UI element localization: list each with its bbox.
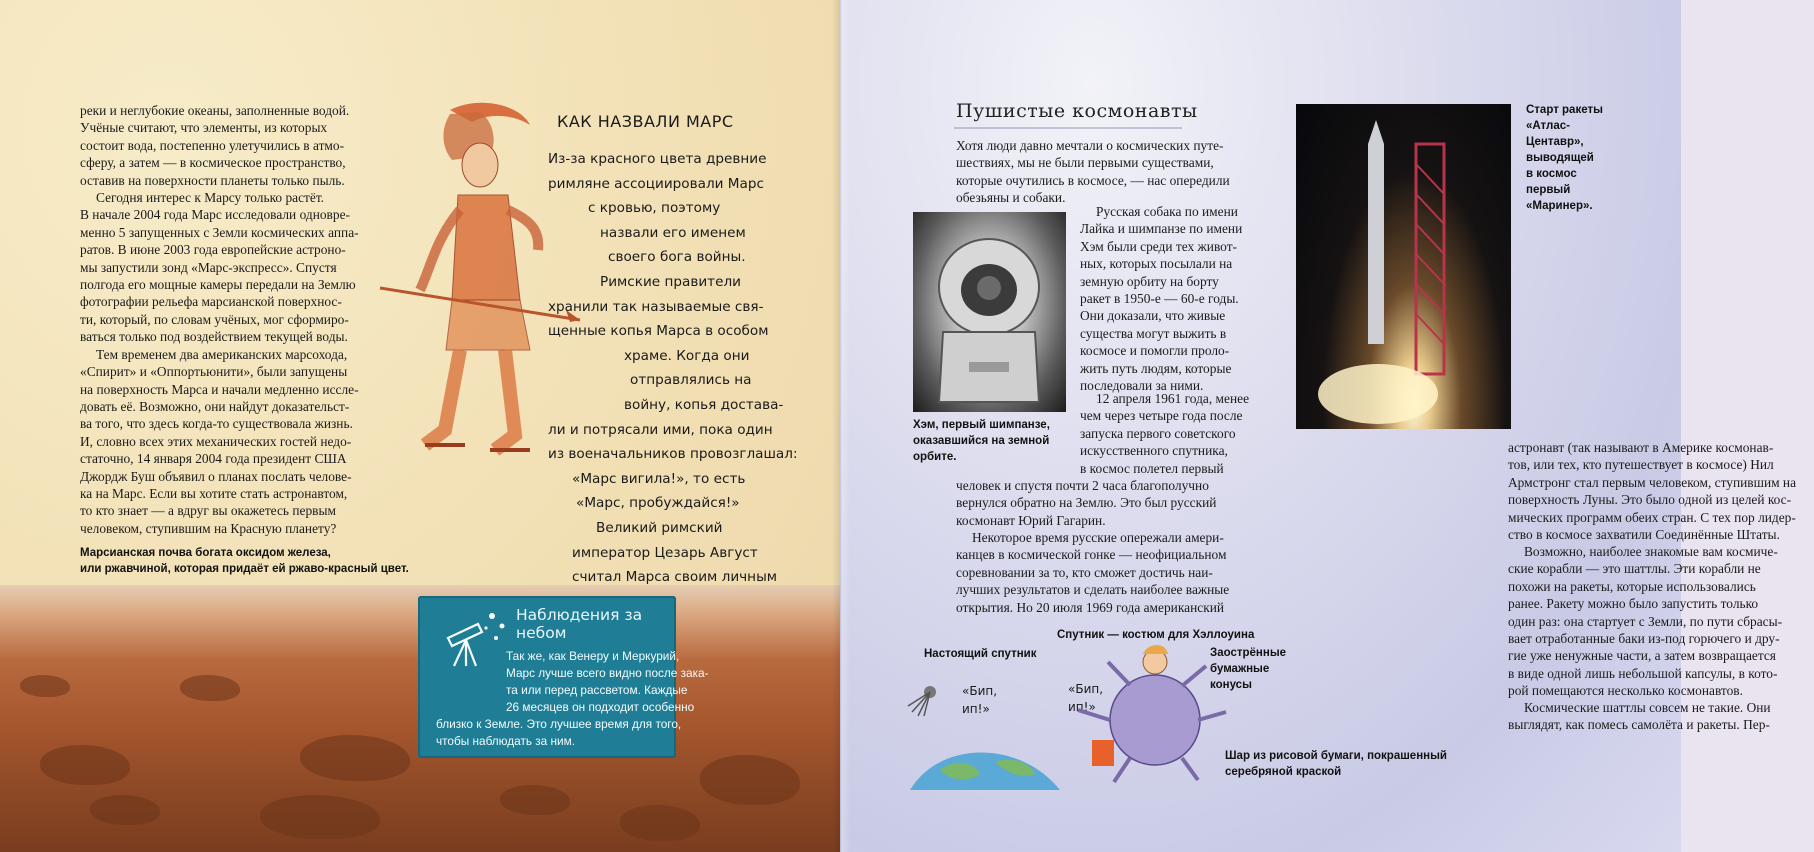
text-line: менно 5 запущенных с Земли космических аппа- bbox=[80, 224, 359, 240]
paragraph bbox=[80, 346, 386, 537]
mars-story-line: считал Марса своим личным bbox=[572, 569, 778, 586]
shuttle-text-end bbox=[1508, 699, 1814, 734]
right-page bbox=[840, 0, 1797, 852]
text-line: сферу, а затем — в космическое пространство, bbox=[80, 155, 346, 171]
text-line: существа могут выжить в bbox=[1080, 325, 1227, 341]
book-gutter bbox=[832, 0, 850, 852]
paragraph bbox=[80, 189, 386, 346]
text-line: первый bbox=[1526, 184, 1571, 196]
text-line: обезьяны и собаки. bbox=[956, 190, 1066, 206]
text-line: последовали за ними. bbox=[1080, 378, 1204, 394]
costume-satellite-label: Спутник — костюм для Хэллоуина bbox=[1057, 629, 1255, 641]
left-page bbox=[0, 0, 840, 852]
gagarin-text-narrow bbox=[1080, 390, 1262, 477]
text-line: конусы bbox=[1210, 679, 1252, 691]
text-line: человеком, ступившим на Красную планету? bbox=[80, 520, 337, 536]
mars-story-line: щенные копья Марса в особом bbox=[548, 323, 769, 340]
text-line: один раз: она стартует с Земли, по пути сбрасы- bbox=[1508, 613, 1783, 629]
space-race-text bbox=[956, 529, 1262, 616]
text-line: Центавр», bbox=[1526, 136, 1584, 148]
text-line: земную орбиту на борту bbox=[1080, 273, 1219, 289]
text-line: поверхность Луны. Это было одной из целей кос- bbox=[1508, 492, 1792, 508]
rocket-caption bbox=[1526, 102, 1603, 214]
text-line: ские корабли — это шаттлы. Эти корабли не bbox=[1508, 561, 1761, 577]
text-line: мы запустили зонд «Марс-экспресс». Спустя bbox=[80, 259, 337, 275]
text-line: астронавт (так называют в Америке космонав- bbox=[1508, 440, 1774, 455]
text-line: Хотя люди давно мечтали о космических путе- bbox=[956, 138, 1224, 153]
text-line: космосе и помогли проло- bbox=[1080, 343, 1230, 359]
text-line: «Бип, bbox=[1068, 682, 1104, 696]
text-line: 12 апреля 1961 года, менее bbox=[1096, 391, 1250, 406]
text-line: рой помещаются несколько космонавтов. bbox=[1508, 683, 1743, 699]
text-line: Заострённые bbox=[1210, 647, 1287, 659]
text-line: И, словно всех этих механических гостей недо- bbox=[80, 433, 352, 449]
text-line: оказавшийся на земной bbox=[913, 435, 1050, 447]
heading-underline bbox=[954, 126, 1184, 130]
ham-capsule-photo bbox=[913, 212, 1066, 412]
text-line: «Маринер». bbox=[1526, 200, 1593, 212]
text-line: бумажные bbox=[1210, 663, 1270, 675]
text-line: Джордж Буш объявил о планах послать челове- bbox=[80, 468, 352, 484]
text-line: выводящей bbox=[1526, 152, 1594, 164]
mars-story-line: римляне ассоциировали Марс bbox=[548, 175, 764, 192]
text-line: космонавт Юрий Гагарин. bbox=[956, 512, 1106, 528]
text-line: жить путь людям, которые bbox=[1080, 360, 1232, 376]
text-line: Армстронг стал первым человеком, ступившим на bbox=[1508, 474, 1797, 490]
text-line: ваться только под воздействием текущей воды. bbox=[80, 329, 348, 345]
text-line: соревновании за то, кто сможет достичь наи- bbox=[956, 564, 1213, 580]
text-line: ных, которых посылали на bbox=[1080, 256, 1233, 272]
text-line: в виде одной лишь небольшой капсулы, в кото- bbox=[1508, 665, 1778, 681]
satellite-and-earth-illustration bbox=[900, 670, 1070, 800]
rocket-launch-photo bbox=[1296, 104, 1511, 429]
mars-story-line: Из-за красного цвета древние bbox=[548, 151, 767, 167]
text-line: ип!» bbox=[962, 702, 990, 716]
sky-text-line: чтобы наблюдать за ним. bbox=[436, 734, 576, 748]
text-line: на поверхность Марса и начали медленно иссле- bbox=[80, 381, 359, 397]
mars-name-title: КАК НАЗВАЛИ МАРС bbox=[557, 112, 734, 131]
mars-story-line: император Цезарь Август bbox=[572, 544, 758, 561]
text-line: вает отработанные баки из-под горючего и дру- bbox=[1508, 631, 1780, 647]
text-line: В начале 2004 года Марс исследовали одновре- bbox=[80, 207, 350, 223]
text-line: или ржавчиной, которая придаёт ей ржаво-красный цвет. bbox=[80, 563, 409, 575]
text-line: ство в космосе захватили Соединённые Штаты. bbox=[1508, 527, 1780, 543]
mars-story-line: «Марс, пробуждайся!» bbox=[576, 495, 740, 512]
text-line: шествиях, мы не были первыми существами, bbox=[956, 155, 1214, 171]
text-line: Лайка и шимпанзе по имени bbox=[1080, 221, 1243, 237]
text-line: искусственного спутника, bbox=[1080, 443, 1228, 459]
mars-story-line: из военачальников провозглашал: bbox=[548, 446, 798, 463]
page-heading: Пушистые космонавты bbox=[956, 100, 1198, 122]
mars-name-story bbox=[548, 147, 798, 614]
text-line: Старт ракеты bbox=[1526, 104, 1603, 116]
mars-story-line: своего бога войны. bbox=[608, 249, 746, 266]
sky-text-line: та или перед рассветом. Каждые bbox=[506, 683, 688, 697]
text-line: Хэм, первый шимпанзе, bbox=[913, 419, 1050, 431]
text-line: которые очутились в космосе, — нас опередили bbox=[956, 172, 1230, 188]
text-line: то кто знает — а вдруг вы окажетесь первым bbox=[80, 503, 336, 519]
text-line: «Спирит» и «Оппортьюнити», были запущены bbox=[80, 364, 348, 380]
mars-story-line: «Марс вигила!», то есть bbox=[572, 470, 746, 487]
text-line: мических программ обеих стран. С тех пор лидер- bbox=[1508, 509, 1796, 525]
shuttle-text bbox=[1508, 543, 1814, 700]
text-line: «Атлас- bbox=[1526, 120, 1570, 132]
text-line: человек и спустя почти 2 часа благополучно bbox=[956, 478, 1209, 493]
mars-story-line: отправлялись на bbox=[630, 372, 752, 389]
text-line: оставив на поверхности планеты только пыль. bbox=[80, 172, 345, 188]
capsule-drawing bbox=[913, 212, 1066, 412]
ham-caption bbox=[913, 417, 1050, 465]
mars-story-line: назвали его именем bbox=[600, 224, 746, 241]
text-line: ти, который, по словам учёных, мог сформиро- bbox=[80, 311, 349, 327]
text-line: вернулся обратно на Землю. Это был русский bbox=[956, 495, 1217, 511]
text-line: запуска первого советского bbox=[1080, 425, 1236, 441]
gagarin-text-wide bbox=[956, 477, 1262, 529]
mars-story-line: с кровью, поэтому bbox=[588, 200, 721, 217]
text-line: ратов. В июне 2003 года европейские астроно- bbox=[80, 242, 346, 258]
mars-story-line: ли и потрясали ими, пока один bbox=[548, 421, 773, 438]
sky-text-line: близко к Земле. Это лучшее время для того, bbox=[436, 717, 682, 731]
text-line: Тем временем два американских марсохода, bbox=[96, 346, 348, 362]
sky-box-text bbox=[436, 648, 709, 750]
text-line: ранее. Ракету можно было запустить только bbox=[1508, 596, 1759, 612]
rice-paper-ball-caption bbox=[1225, 748, 1447, 780]
text-line: похожи на ракеты, которые использовались bbox=[1508, 578, 1756, 594]
text-line: Учёные считают, что элементы, из которых bbox=[80, 120, 328, 136]
text-line: выглядят, как помесь самолёта и ракеты. Пер- bbox=[1508, 717, 1770, 733]
text-line: Русская собака по имени bbox=[1096, 204, 1238, 219]
text-line: ракет в 1950-е — 60-е годы. bbox=[1080, 291, 1239, 307]
left-main-text bbox=[80, 102, 386, 537]
text-line: полгода его мощные камеры передали на Землю bbox=[80, 277, 356, 293]
text-line: состоит вода, постепенно улетучились в атмо- bbox=[80, 137, 345, 153]
mars-story-line: хранили так называемые свя- bbox=[548, 298, 764, 315]
halloween-costume-illustration bbox=[1070, 640, 1230, 790]
text-line: статочно, 14 января 2004 года президент США bbox=[80, 451, 347, 467]
text-line: довать её. Возможно, они найдут доказательст- bbox=[80, 398, 350, 414]
text-line: канцев в космической гонке — неофициальном bbox=[956, 547, 1227, 563]
soil-caption bbox=[80, 545, 409, 577]
sky-text-line: 26 месяцев он подходит особенно bbox=[506, 700, 695, 714]
text-line: гие уже ненужные части, а затем возвращается bbox=[1508, 648, 1776, 664]
text-line: Шар из рисовой бумаги, покрашенный bbox=[1225, 750, 1447, 762]
armstrong-text bbox=[1508, 439, 1814, 543]
text-line: Некоторое время русские опережали амери- bbox=[972, 530, 1224, 545]
sky-box-title: Наблюдения за небом bbox=[516, 606, 643, 642]
real-satellite-label: Настоящий спутник bbox=[924, 648, 1037, 660]
intro-text bbox=[956, 137, 1262, 207]
rocket-drawing bbox=[1296, 104, 1511, 429]
text-line: «Бип, bbox=[962, 684, 998, 698]
text-line: тов, или тех, кто путешествует в космосе) Нил bbox=[1508, 457, 1774, 473]
text-line: открытия. Но 20 июля 1969 года американский bbox=[956, 599, 1225, 615]
text-line: в космос полетел первый bbox=[1080, 460, 1224, 476]
text-line: ва того, что здесь когда-то существовала жизнь. bbox=[80, 416, 353, 432]
text-line: серебряной краской bbox=[1225, 766, 1342, 778]
text-line: фотографии рельефа марсианской поверхнос- bbox=[80, 294, 342, 310]
text-line: Они доказали, что живые bbox=[1080, 308, 1226, 324]
text-line: реки и неглубокие океаны, заполненные водой. bbox=[80, 103, 350, 118]
sky-observation-box bbox=[418, 596, 709, 758]
text-line: Марсианская почва богата оксидом железа, bbox=[80, 547, 331, 559]
mars-story-line: Римские правители bbox=[600, 273, 741, 290]
text-line: Сегодня интерес к Марсу только растёт. bbox=[96, 190, 325, 206]
sky-text-line: Так же, как Венеру и Меркурий, bbox=[506, 649, 680, 663]
mars-story-line: Великий римский bbox=[596, 519, 723, 536]
text-line: Хэм были среди тех живот- bbox=[1080, 238, 1237, 254]
text-line: Космические шаттлы совсем не такие. Они bbox=[1524, 700, 1771, 715]
text-line: ип!» bbox=[1068, 700, 1096, 714]
mars-story-line: войну, копья достава- bbox=[624, 396, 784, 413]
text-line: чем через четыре года после bbox=[1080, 408, 1243, 424]
text-line: орбите. bbox=[913, 451, 957, 463]
text-line: Возможно, наиболее знакомые вам космиче- bbox=[1524, 544, 1778, 559]
sky-text-line: Марс лучше всего видно после зака- bbox=[506, 666, 709, 680]
text-line: ка на Марс. Если вы хотите стать астронавтом, bbox=[80, 485, 348, 501]
text-line: лучших результатов и сделать наиболее важные bbox=[956, 582, 1230, 598]
paragraph bbox=[80, 102, 386, 189]
mars-story-line: храме. Когда они bbox=[624, 347, 750, 364]
text-line: в космос bbox=[1526, 168, 1577, 180]
animals-text bbox=[1080, 203, 1262, 394]
